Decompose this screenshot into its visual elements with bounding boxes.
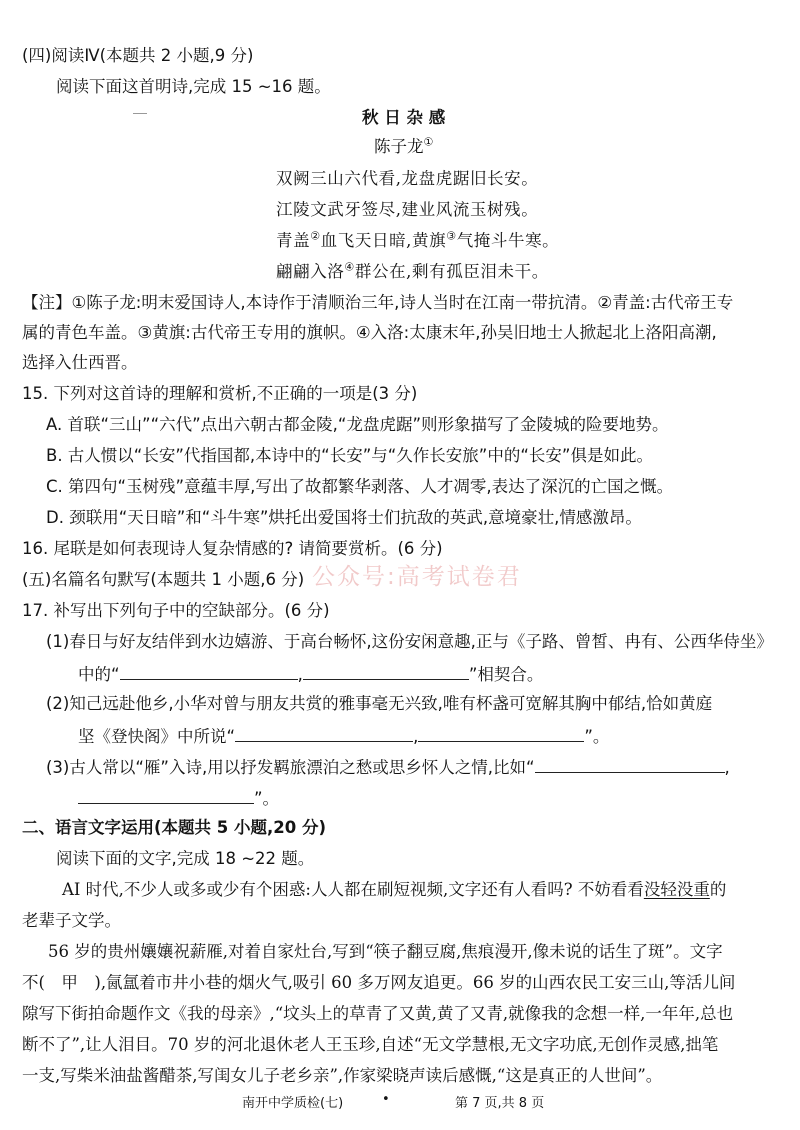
q17-part2-line2 — [78, 723, 609, 749]
q15-option-a: A. 首联“三山”“六代”点出六朝古都金陵,“龙盘虎踞”则形象描写了金陵城的险要地势。 — [46, 415, 669, 434]
q17-part1-comma: , — [297, 665, 303, 684]
q15-option-c: C. 第四句“玉树残”意蕴丰厚,写出了故都繁华剥落、人才凋零,表达了深沉的亡国之慨。 — [46, 477, 674, 496]
poem-author — [374, 135, 433, 159]
q17-part3-text-c: ”。 — [254, 789, 280, 808]
footer-bullet: • — [382, 1092, 390, 1107]
poem-line-1: 双阙三山六代看,龙盘虎踞旧长安。 — [276, 169, 539, 188]
passage-p1-text-b: 的 — [709, 880, 727, 899]
q17-part2-text-a: 坚《登快阁》中所说“ — [78, 727, 236, 746]
passage-p2-line2: 不( 甲 ),氤氲着市井小巷的烟火气,吸引 60 多万网友追更。66 岁的山西农民工安三山,等活儿间 — [22, 973, 736, 992]
poem-note-mark-2: ② — [310, 229, 321, 243]
q17-part3-line2 — [78, 785, 279, 811]
q17-part1-line2 — [78, 661, 543, 687]
q17-part3-line1 — [46, 754, 730, 780]
passage-p1-text-a: AI 时代,不少人或多或少有个困惑:人人都在刷短视频,文字还有人看吗? 不妨看看 — [62, 880, 644, 899]
notes-line-3: 选择入仕西晋。 — [22, 353, 138, 372]
q16-stem: 16. 尾联是如何表现诗人复杂情感的? 请简要赏析。(6 分) — [22, 539, 443, 558]
answer-blank-3b[interactable] — [78, 785, 254, 804]
poem-title: 秋 日 杂 感 — [362, 108, 446, 127]
underlined-phrase: 没轻没重 — [643, 880, 710, 899]
poem-author-name: 陈子龙 — [374, 137, 424, 156]
q17-part1-text-a: 中的“ — [78, 665, 120, 684]
poem-line-4-part-b: 群公在,剩有孤臣泪未干。 — [354, 262, 549, 281]
passage-p1-line2: 老辈子文学。 — [22, 911, 121, 930]
part2-instruction: 阅读下面的文字,完成 18 ~22 题。 — [56, 849, 315, 868]
q15-option-d: D. 颈联用“天日暗”和“斗牛寒”烘托出爱国将士们抗敌的英武,意境豪壮,情感激昂。 — [46, 508, 642, 527]
q17-part3-comma: , — [724, 758, 730, 777]
q17-part2-text-c: ”。 — [584, 727, 610, 746]
notes-line-2: 属的青色车盖。③黄旗:古代帝王专用的旗帜。④入洛:太康末年,孙吴旧地士人掀起北上洛阳高潮, — [22, 323, 717, 342]
q17-stem: 17. 补写出下列句子中的空缺部分。(6 分) — [22, 601, 330, 620]
poem-line-3-part-a: 青盖 — [276, 231, 311, 250]
q17-part1-line1: (1)春日与好友结伴到水边嬉游、于高台畅怀,这份安闲意趣,正与《子路、曾皙、冉有、公西华侍坐》 — [46, 632, 773, 651]
q17-part3-text-a: (3)古人常以“雁”入诗,用以抒发羁旅漂泊之愁或思乡怀人之情,比如“ — [46, 758, 535, 777]
poem-line-3-part-c: 气掩斗牛寒。 — [456, 231, 560, 250]
poem-line-3 — [276, 229, 559, 253]
q15-option-b: B. 古人惯以“长安”代指国都,本诗中的“长安”与“久作长安旅”中的“长安”俱是如此。 — [46, 446, 653, 465]
section5-header: (五)名篇名句默写(本题共 1 小题,6 分) — [22, 570, 305, 589]
poem-note-mark-3: ③ — [446, 229, 457, 243]
q17-part1-text-c: ”相契合。 — [468, 665, 544, 684]
poem-note-mark-4: ④ — [344, 260, 355, 274]
poem-author-note-mark: ① — [423, 135, 434, 149]
poem-line-3-part-b: 血飞天日暗,黄旗 — [320, 231, 447, 250]
q15-stem: 15. 下列对这首诗的理解和赏析,不正确的一项是(3 分) — [22, 384, 418, 403]
answer-blank-1a[interactable] — [120, 661, 298, 680]
scan-mark — [133, 113, 147, 114]
section4-header: (四)阅读Ⅳ(本题共 2 小题,9 分) — [22, 46, 254, 65]
answer-blank-2a[interactable] — [235, 723, 413, 742]
answer-blank-1b[interactable] — [303, 661, 469, 680]
passage-p2-line4: 断不了”,让人泪目。70 岁的河北退休老人王玉珍,自述“无文学慧根,无文字功底,无创作灵感,拙笔 — [22, 1035, 719, 1054]
poem-line-4-part-a: 翩翩入洛 — [276, 262, 345, 281]
poem-line-4 — [276, 260, 549, 284]
notes-line-1: 【注】①陈子龙:明末爱国诗人,本诗作于清顺治三年,诗人当时在江南一带抗清。②青盖:古代帝王专 — [22, 293, 734, 312]
part2-header: 二、语言文字运用(本题共 5 小题,20 分) — [22, 818, 327, 837]
poem-line-2: 江陵文武牙签尽,建业风流玉树残。 — [276, 200, 539, 219]
answer-blank-3a[interactable] — [535, 754, 725, 773]
section4-instruction: 阅读下面这首明诗,完成 15 ~16 题。 — [56, 77, 331, 96]
q17-part2-comma: , — [413, 727, 419, 746]
passage-p1-line1 — [62, 878, 726, 902]
answer-blank-2b[interactable] — [418, 723, 584, 742]
watermark: 公众号:高考试卷君 — [312, 564, 522, 590]
footer-school: 南开中学质检(七) — [242, 1096, 344, 1111]
passage-p2-line3: 隙写下街拍命题作文《我的母亲》,“坟头上的草青了又黄,黄了又青,就像我的念想一样,一年年,总也 — [22, 1004, 734, 1023]
passage-p2-line5: 一支,写柴米油盐酱醋茶,写闺女儿子老乡亲”,作家梁晓声读后感慨,“这是真正的人世间”。 — [22, 1066, 663, 1085]
footer-page-number: 第 7 页,共 8 页 — [455, 1096, 545, 1111]
q17-part2-line1: (2)知己远赴他乡,小华对曾与朋友共赏的雅事毫无兴致,唯有杯盏可宽解其胸中郁结,恰如黄庭 — [46, 694, 713, 713]
passage-p2-line1: 56 岁的贵州孃孃祝薪雁,对着自家灶台,写到“筷子翻豆腐,焦痕漫开,像未说的话生了斑”。文字 — [48, 942, 723, 961]
